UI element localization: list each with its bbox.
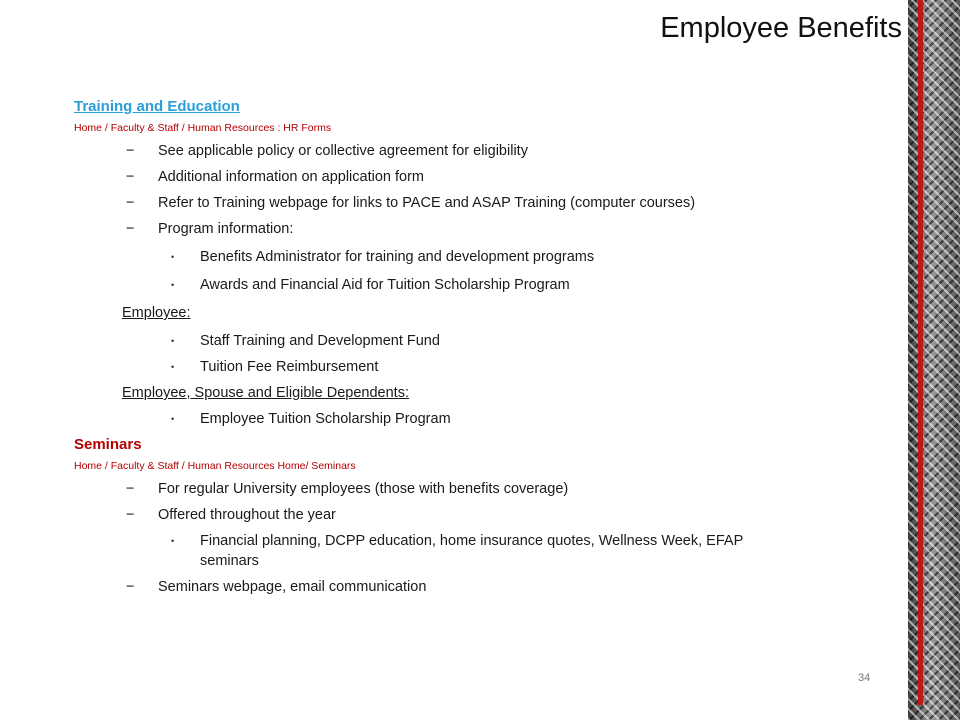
dash-marker: −	[126, 481, 135, 497]
bullet-marker: •	[171, 280, 175, 290]
decorative-red-line	[918, 0, 923, 705]
list-item	[74, 574, 874, 600]
list-item	[74, 354, 874, 380]
training-breadcrumb: Home / Faculty & Staff / Human Resources : HR Forms	[74, 122, 332, 134]
list-item	[74, 476, 874, 502]
list-item	[74, 528, 794, 574]
list-item	[74, 138, 874, 164]
list-item	[74, 164, 874, 190]
list-item	[74, 502, 874, 528]
slide-title: Employee Benefits	[660, 12, 902, 44]
list-item-text: Additional information on application form	[158, 169, 424, 185]
employee-label: Employee:	[122, 305, 191, 321]
page-number: 34	[858, 672, 871, 684]
seminars-heading: Seminars	[74, 436, 142, 453]
list-item	[74, 328, 874, 354]
bullet-marker: •	[171, 252, 175, 262]
dash-marker: −	[126, 195, 135, 211]
bullet-marker: •	[171, 336, 175, 346]
list-item	[74, 190, 874, 216]
list-item	[74, 216, 874, 242]
list-item-text: See applicable policy or collective agreement for eligibility	[158, 143, 528, 159]
list-item-text: Staff Training and Development Fund	[200, 333, 440, 349]
bullet-marker: •	[171, 362, 175, 372]
list-item-text: Benefits Administrator for training and development programs	[200, 249, 595, 265]
list-item-text: Program information:	[158, 221, 294, 237]
dash-marker: −	[126, 169, 135, 185]
list-item-text: Refer to Training webpage for links to PACE and ASAP Training (computer courses)	[158, 195, 696, 211]
dependents-label: Employee, Spouse and Eligible Dependents:	[122, 385, 409, 401]
bullet-marker: •	[171, 414, 175, 424]
dash-marker: −	[126, 143, 135, 159]
list-item-text: Employee Tuition Scholarship Program	[200, 411, 451, 427]
list-item	[74, 244, 874, 270]
employee-subheading	[74, 300, 874, 326]
list-item	[74, 272, 874, 298]
slide-content	[74, 96, 874, 600]
list-item-text: Offered throughout the year	[158, 507, 336, 523]
list-item-text: Financial planning, DCPP education, home insurance quotes, Wellness Week, EFAP seminars	[200, 533, 743, 569]
list-item-text: Tuition Fee Reimbursement	[200, 359, 379, 375]
seminars-breadcrumb: Home / Faculty & Staff / Human Resources Home/ Seminars	[74, 460, 356, 472]
dependents-subheading	[74, 380, 874, 406]
decorative-side-band	[908, 0, 960, 720]
training-education-link[interactable]: Training and Education	[74, 98, 240, 115]
bullet-marker: •	[171, 536, 175, 546]
dash-marker: −	[126, 507, 135, 523]
list-item-text: For regular University employees (those with benefits coverage)	[158, 481, 569, 497]
list-item	[74, 406, 874, 432]
dash-marker: −	[126, 579, 135, 595]
list-item-text: Seminars webpage, email communication	[158, 579, 427, 595]
list-item-text: Awards and Financial Aid for Tuition Scholarship Program	[200, 277, 570, 293]
dash-marker: −	[126, 221, 135, 237]
